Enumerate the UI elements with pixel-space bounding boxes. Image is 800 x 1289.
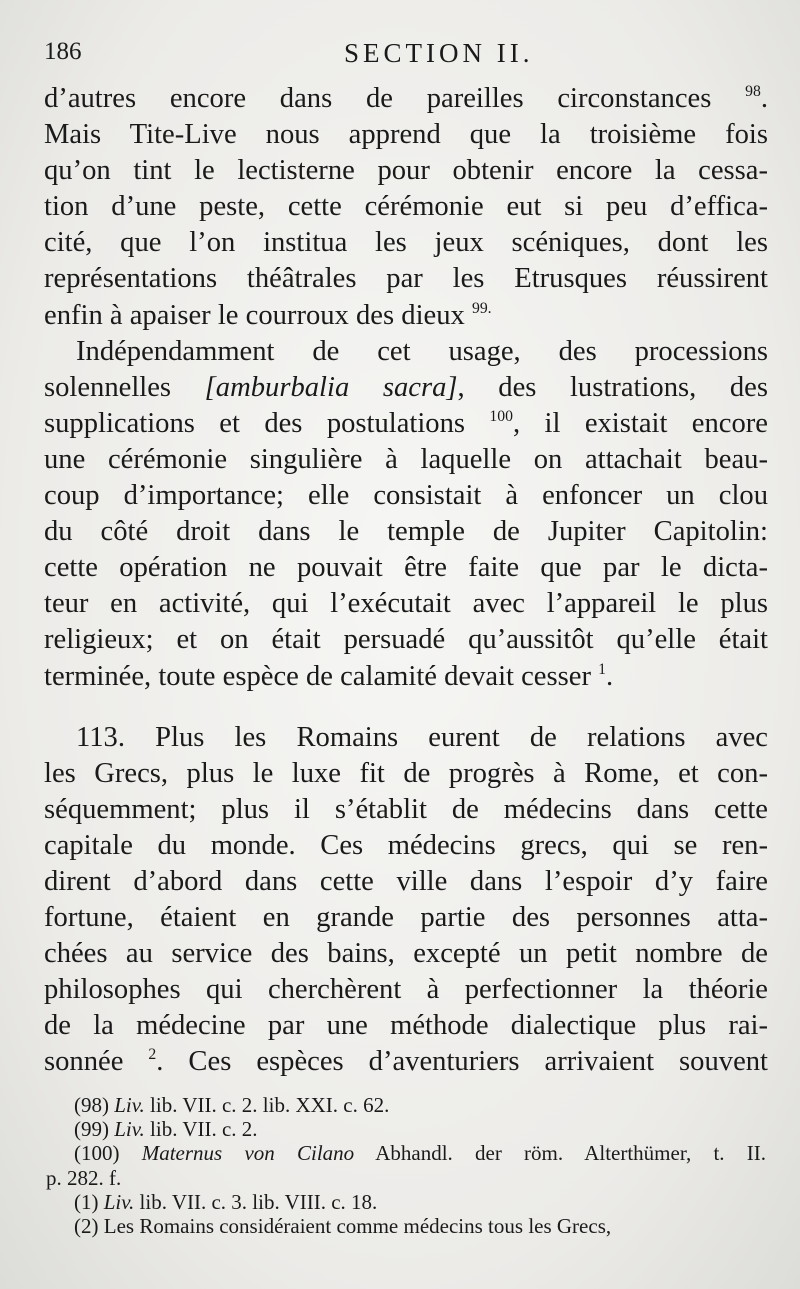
text-line: une cérémonie singulière à laquelle on attachait beau- bbox=[44, 443, 768, 475]
text-line: capitale du monde. Ces médecins grecs, qui se ren- bbox=[44, 829, 768, 861]
text-line: Indépendamment de cet usage, des processions bbox=[76, 335, 768, 367]
text-line: sonnée $^2$. Ces espèces d’aventuriers arrivaient souvent bbox=[44, 1046, 768, 1078]
text-line: terminée, toute espèce de calamité devait cesser $^1$. bbox=[44, 660, 614, 692]
text-line: supplications et des postulations $^{100}$, il existait encore bbox=[44, 407, 768, 439]
note-ref: 98 bbox=[745, 83, 761, 100]
text-line: d’autres encore dans de pareilles circonstances $^{98}$. bbox=[44, 83, 768, 114]
note-ref: 1 bbox=[598, 660, 606, 678]
paragraph bbox=[44, 81, 768, 334]
text-line: tion d’une peste, cette cérémonie eut si peu d’effica- bbox=[44, 191, 768, 223]
note-ref: 2 bbox=[148, 1046, 157, 1064]
text-line: religieux; et on était persuadé qu’aussitôt qu’elle était bbox=[44, 624, 768, 656]
paragraph bbox=[44, 334, 768, 695]
footnote: (100) Maternus von Cilano Abhandl. der röm. Alterthümer, t. II. bbox=[74, 1141, 766, 1166]
text-line: philosophes qui cherchèrent à perfectionner la théorie bbox=[44, 974, 768, 1006]
text-line: cette opération ne pouvait être faite que par le dicta- bbox=[44, 552, 768, 584]
text-line: séquemment; plus il s’établit de médecins dans cette bbox=[44, 793, 768, 825]
text-line: cité, que l’on institua les jeux scéniques, dont les bbox=[44, 227, 768, 259]
main-text bbox=[44, 81, 768, 1081]
text-line: chées au service des bains, excepté un petit nombre de bbox=[44, 938, 768, 970]
text-line: de la médecine par une méthode dialectique plus rai- bbox=[44, 1010, 768, 1042]
text-line: fortune, étaient en grande partie des personnes atta- bbox=[44, 902, 768, 934]
page-number: 186 bbox=[44, 38, 82, 65]
note-ref: 99. bbox=[471, 299, 492, 317]
text-line: coup d’importance; elle consistait à enfoncer un clou bbox=[44, 480, 768, 512]
text-line: du côté droit dans le temple de Jupiter Capitolin: bbox=[44, 516, 768, 548]
latin-term: [amburbalia sacra] bbox=[204, 371, 458, 403]
text-line: Mais Tite-Live nous apprend que la troisième fois bbox=[44, 119, 768, 151]
running-head: SECTION II. bbox=[344, 38, 534, 68]
text-line: 113. Plus les Romains eurent de relations avec bbox=[76, 721, 768, 753]
text-line: représentations théâtrales par les Etrusques réussirent bbox=[44, 263, 768, 295]
footnote: (1) Liv. lib. VII. c. 3. lib. VIII. c. 18. bbox=[74, 1189, 378, 1214]
text-line: les Grecs, plus le luxe fit de progrès à Rome, et con- bbox=[44, 757, 768, 789]
page-header bbox=[44, 38, 764, 78]
text-line: teur en activité, qui l’exécutait avec l’appareil le plus bbox=[44, 588, 768, 620]
paragraph bbox=[44, 720, 768, 1081]
section-gap bbox=[44, 695, 768, 720]
text-line: enfin à apaiser le courroux des dieux $^{99.}$ bbox=[44, 299, 492, 331]
text-line: solennelles [amburbalia sacra], des lustrations, des bbox=[44, 371, 768, 403]
text-line: dirent d’abord dans cette ville dans l’espoir d’y faire bbox=[44, 865, 768, 897]
footnote: (98) Liv. lib. VII. c. 2. lib. XXI. c. 62. bbox=[74, 1093, 390, 1117]
text-line: qu’on tint le lectisterne pour obtenir encore la cessa- bbox=[44, 155, 768, 187]
footnote-continuation: p. 282. f. bbox=[46, 1165, 122, 1190]
footnote: (99) Liv. lib. VII. c. 2. bbox=[74, 1117, 258, 1142]
footnote: (2) Les Romains considéraient comme médecins tous les Grecs, bbox=[74, 1213, 612, 1238]
footnotes bbox=[46, 1093, 766, 1238]
note-ref: 100 bbox=[489, 407, 513, 425]
